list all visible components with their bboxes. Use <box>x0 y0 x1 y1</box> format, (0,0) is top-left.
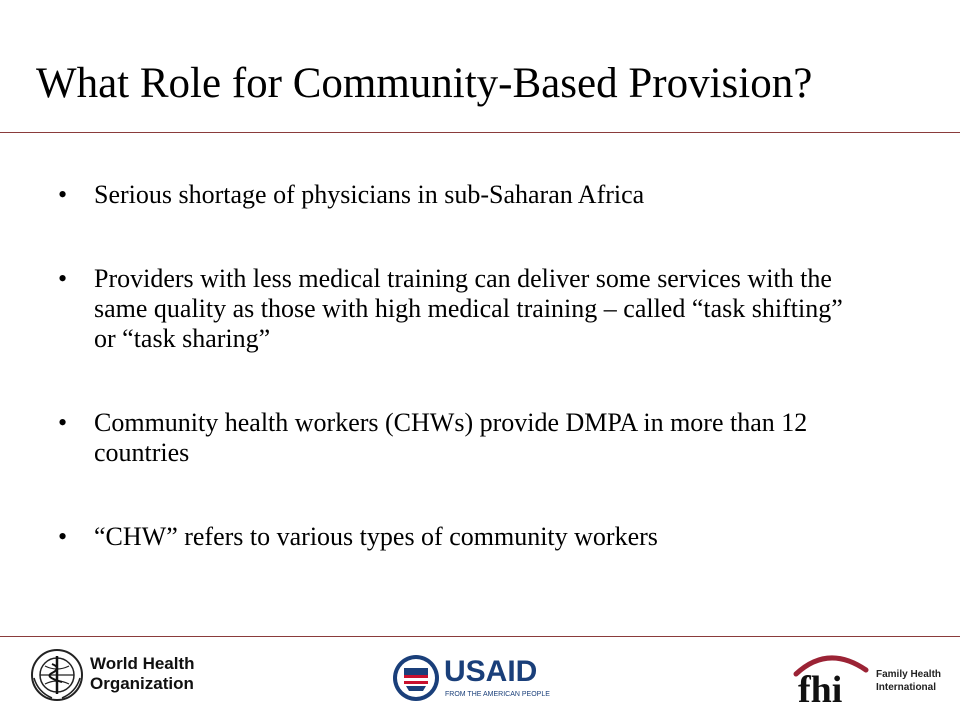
who-emblem-icon <box>30 648 84 702</box>
usaid-wordmark: USAID <box>444 655 538 688</box>
fhi-mark-text: fhi <box>798 669 843 706</box>
fhi-logo <box>792 648 942 706</box>
bullet-item: • Providers with less medical training can deliver some services with the same quality as those with high medical training – called “task shifting” or “task sharing” <box>56 264 856 354</box>
bullet-item: • Community health workers (CHWs) provide DMPA in more than 12 countries <box>56 408 856 468</box>
title-divider <box>0 132 960 133</box>
bullet-item: • “CHW” refers to various types of community workers <box>56 522 856 552</box>
usaid-logo <box>392 652 550 706</box>
usaid-tagline: FROM THE AMERICAN PEOPLE <box>445 691 550 698</box>
footer-divider <box>0 636 960 637</box>
fhi-logo-icon <box>792 648 872 706</box>
who-logo <box>30 648 195 704</box>
slide-title: What Role for Community-Based Provision? <box>36 60 813 107</box>
fhi-wordmark: Family Health International <box>876 669 942 693</box>
who-wordmark: World Health Organization <box>90 654 195 693</box>
bullet-list <box>56 180 856 552</box>
bullet-item: • Serious shortage of physicians in sub-Saharan Africa <box>56 180 856 210</box>
usaid-seal-icon <box>392 654 440 702</box>
